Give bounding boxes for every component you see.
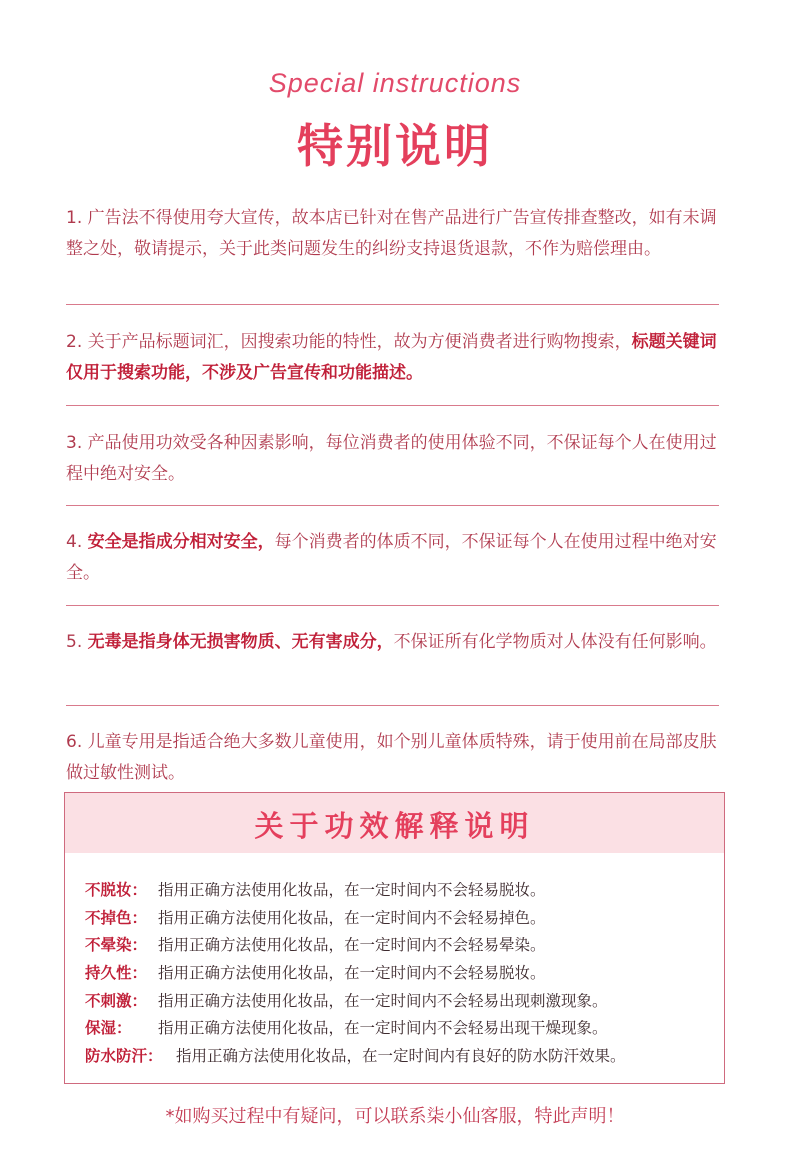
claim-row: [85, 1043, 626, 1071]
footer-note: *如购买过程中有疑问，可以联系柒小仙客服，特此声明！: [165, 1106, 625, 1127]
claim-term: 不刺激：: [85, 991, 148, 1010]
claim-desc: 指用正确方法使用化妆品，在一定时间内不会轻易脱妆。: [158, 964, 546, 983]
item-text: 每个消费者的体质不同，不保证每个人在使用过程中绝对安全。: [66, 532, 717, 583]
item-bold-text: 标题关键词仅用于搜索功能，不涉及广告宣传和功能描述。: [66, 332, 717, 383]
instruction-item-4: [66, 527, 726, 589]
claim-term: 不晕染：: [85, 936, 148, 955]
instruction-item-2: [66, 327, 726, 389]
item-text: 广告法不得使用夸大宣传，故本店已针对在售产品进行广告宣传排查整改，如有未调整之处，敬请提示，关于此类问题发生的纠纷支持退货退款，不作为赔偿理由。: [66, 208, 717, 259]
claim-desc: 指用正确方法使用化妆品，在一定时间内不会轻易出现干燥现象。: [158, 1019, 608, 1038]
item-number: 1.: [66, 208, 88, 228]
claim-term: 保湿：: [85, 1019, 132, 1038]
item-number: 5.: [66, 632, 88, 652]
item-text: 不保证所有化学物质对人体没有任何影响。: [393, 632, 717, 652]
divider: [66, 505, 719, 506]
claim-row: [85, 877, 626, 905]
divider: [66, 405, 719, 406]
claim-term: 不脱妆：: [85, 881, 148, 899]
claim-term: 防水防汗：: [85, 1047, 163, 1066]
item-bold-text: 无毒是指身体无损害物质、无有害成分，: [87, 632, 394, 652]
title-english: Special instructions: [268, 68, 522, 98]
item-text: 儿童专用是指适合绝大多数儿童使用，如个别儿童体质特殊，请于使用前在局部皮肤做过敏性测试。: [66, 732, 717, 783]
instruction-item-5: [66, 627, 726, 658]
claim-desc: 指用正确方法使用化妆品，在一定时间内有良好的防水防汗效果。: [176, 1047, 626, 1066]
claim-row: [85, 960, 626, 988]
claim-desc: 指用正确方法使用化妆品，在一定时间内不会轻易脱妆。: [158, 881, 546, 899]
item-number: 2.: [66, 332, 88, 352]
title-chinese: 特别说明: [297, 119, 493, 173]
claim-row: [85, 932, 626, 960]
item-number: 4.: [66, 532, 88, 552]
claim-row: [85, 905, 626, 933]
claim-row: [85, 988, 626, 1016]
claims-list: [85, 877, 626, 1071]
claim-term: 持久性：: [85, 964, 148, 983]
efficacy-box: [64, 792, 725, 1084]
instruction-item-1: [66, 203, 726, 265]
efficacy-title: 关于功效解释说明: [65, 793, 724, 853]
divider: [66, 605, 719, 606]
instruction-item-6: [66, 727, 726, 789]
item-bold-text: 安全是指成分相对安全，: [87, 532, 275, 552]
claim-term: 不掉色：: [85, 908, 148, 927]
item-number: 6.: [66, 732, 88, 752]
item-text: 关于产品标题词汇，因搜索功能的特性，故为方便消费者进行购物搜索，: [87, 332, 632, 352]
item-number: 3.: [66, 433, 88, 453]
claim-desc: 指用正确方法使用化妆品，在一定时间内不会轻易出现刺激现象。: [158, 991, 608, 1010]
item-text: 产品使用功效受各种因素影响，每位消费者的使用体验不同，不保证每个人在使用过程中绝对安全。: [66, 433, 717, 484]
claim-row: [85, 1015, 626, 1043]
divider: [66, 705, 719, 706]
claim-desc: 指用正确方法使用化妆品，在一定时间内不会轻易晕染。: [158, 936, 546, 955]
divider: [66, 304, 719, 305]
instruction-item-3: [66, 428, 726, 490]
claim-desc: 指用正确方法使用化妆品，在一定时间内不会轻易掉色。: [158, 908, 546, 927]
